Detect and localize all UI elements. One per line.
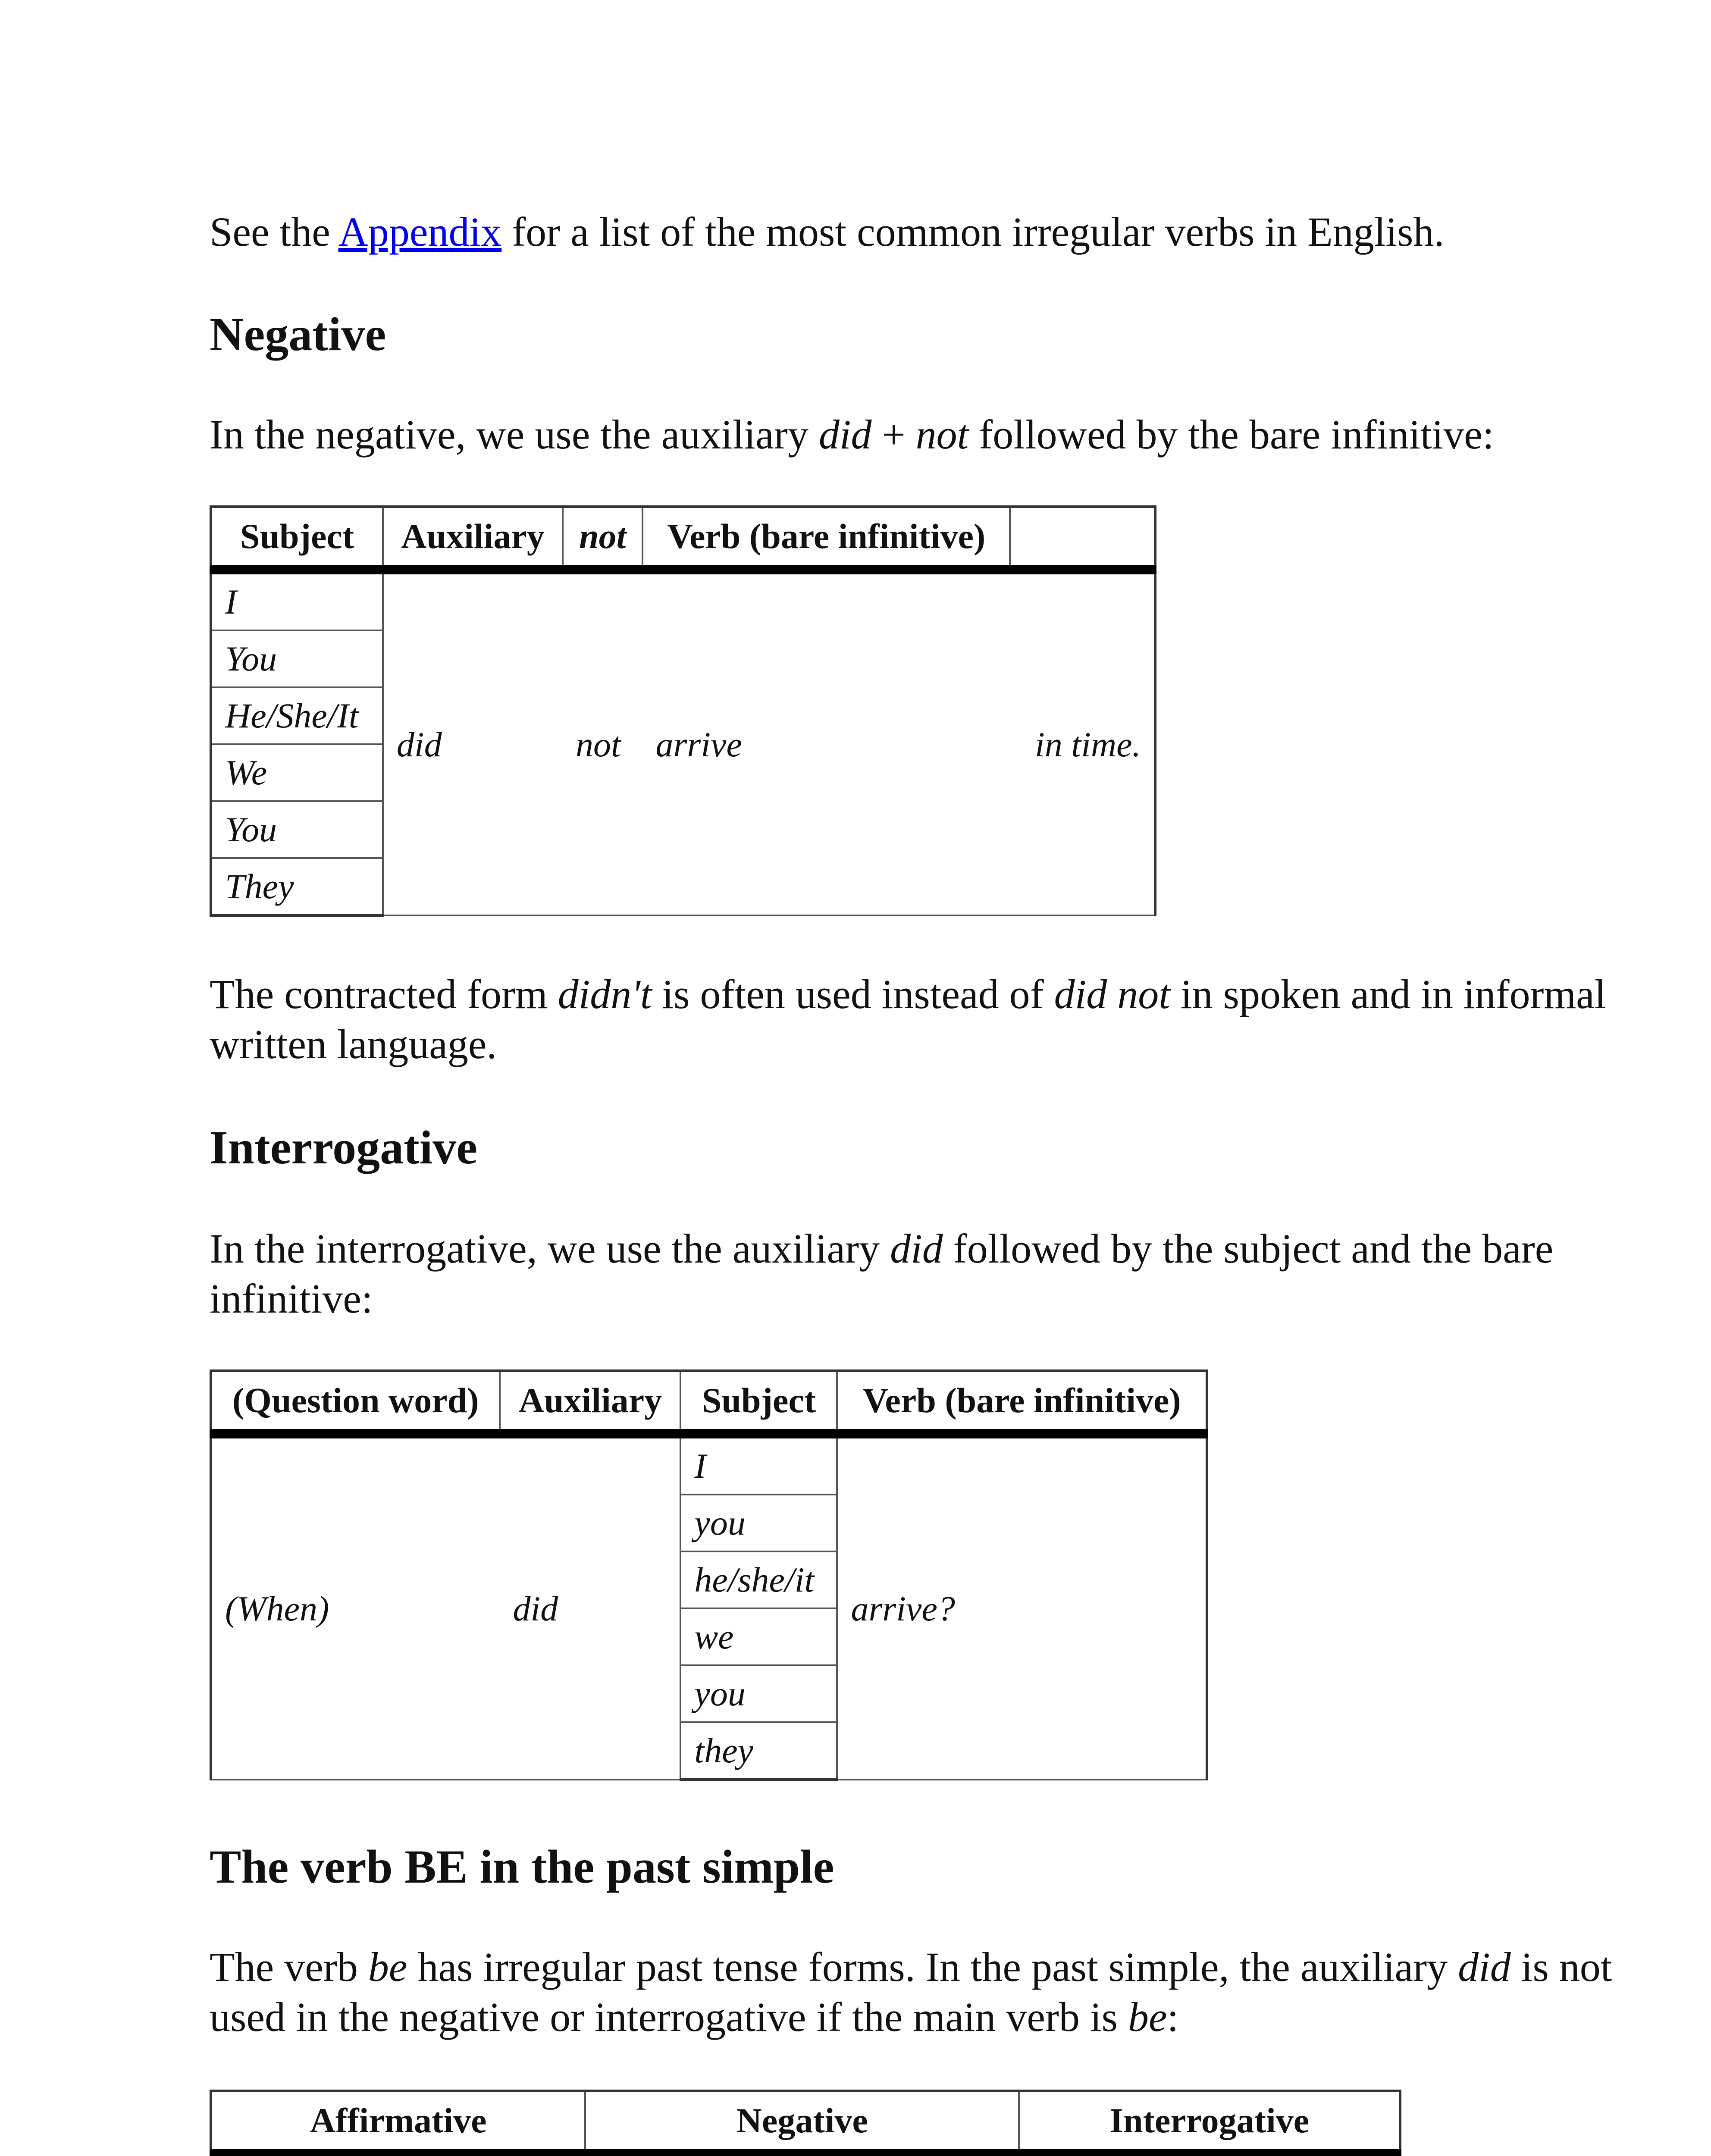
be-text-2: has irregular past tense forms. In the past simple, the auxiliary <box>407 1944 1458 1990</box>
be-paragraph <box>210 1942 1684 2042</box>
note-text-did-not: did not <box>1054 971 1170 1017</box>
intro-paragraph <box>210 207 1684 257</box>
affirmative-cell <box>211 2154 585 2156</box>
header-auxiliary: Auxiliary <box>383 507 563 570</box>
interrogative-text-2: followed by the subject and the bare infinitive: <box>210 1225 1554 1322</box>
rest-cell: in time. <box>1010 570 1155 915</box>
interrogative-text-did: did <box>890 1225 943 1272</box>
header-subject: Subject <box>680 1371 837 1434</box>
negative-cell <box>585 2154 1019 2156</box>
note-text-didnt: didn't <box>558 971 652 1017</box>
subject-cell: You <box>211 801 383 858</box>
contraction-paragraph <box>210 969 1684 1069</box>
intro-text-start: See the <box>210 209 338 255</box>
be-heading: The verb BE in the past simple <box>210 1840 834 1893</box>
be-text-be-2: be <box>1128 1994 1167 2040</box>
negative-paragraph <box>210 410 1684 460</box>
be-table <box>210 2090 1401 2156</box>
subject-cell: They <box>211 858 383 915</box>
negative-text-not: not <box>915 411 969 458</box>
header-verb: Verb (bare infinitive) <box>837 1371 1207 1434</box>
not-cell: not <box>563 570 642 915</box>
subject-cell: they <box>680 1722 837 1780</box>
be-text-be: be <box>368 1944 407 1990</box>
header-auxiliary: Auxiliary <box>500 1371 680 1434</box>
subject-cell: he/she/it <box>680 1551 837 1608</box>
interrogative-heading: Interrogative <box>210 1121 478 1174</box>
negative-text-did: did <box>818 411 872 458</box>
header-subject: Subject <box>211 507 383 570</box>
be-text-colon: : <box>1167 1994 1179 2040</box>
interrogative-cell <box>1019 2154 1400 2156</box>
header-affirmative: Affirmative <box>211 2091 585 2154</box>
negative-table <box>210 505 1156 917</box>
interrogative-table <box>210 1369 1208 1781</box>
header-verb: Verb (bare infinitive) <box>642 507 1010 570</box>
verb-cell: arrive <box>642 570 1010 915</box>
subject-cell: He/She/It <box>211 687 383 744</box>
note-text-3: in spoken and in informal written language. <box>210 971 1606 1067</box>
note-text-2: is often used instead of <box>652 971 1054 1017</box>
subject-cell: I <box>211 570 383 630</box>
interrogative-paragraph <box>210 1224 1684 1324</box>
negative-heading: Negative <box>210 308 386 360</box>
table-row <box>211 2154 1400 2156</box>
subject-cell: you <box>680 1665 837 1722</box>
interrogative-text-1: In the interrogative, we use the auxiliary <box>210 1225 890 1272</box>
header-question-word: (Question word) <box>211 1371 500 1434</box>
appendix-link[interactable]: Appendix <box>338 209 502 255</box>
verb-cell: arrive? <box>837 1434 1207 1780</box>
negative-text-plus: + <box>871 411 916 458</box>
negative-text-1: In the negative, we use the auxiliary <box>210 411 819 458</box>
question-word-cell: (When) <box>211 1434 500 1780</box>
subject-cell: We <box>211 744 383 801</box>
subject-cell: I <box>680 1434 837 1495</box>
subject-cell: we <box>680 1608 837 1665</box>
header-interrogative: Interrogative <box>1019 2091 1400 2154</box>
header-not: not <box>563 507 642 570</box>
header-negative: Negative <box>585 2091 1019 2154</box>
negative-text-2: followed by the bare infinitive: <box>968 411 1494 458</box>
header-empty <box>1010 507 1155 570</box>
auxiliary-cell: did <box>383 570 563 915</box>
auxiliary-cell: did <box>500 1434 680 1780</box>
subject-cell: you <box>680 1495 837 1551</box>
be-text-1: The verb <box>210 1944 368 1990</box>
be-text-did: did <box>1458 1944 1511 1990</box>
subject-cell: You <box>211 630 383 687</box>
intro-text-end: for a list of the most common irregular verbs in English. <box>501 209 1445 255</box>
be-text-3: is not used in the negative or interrogative if the main verb is <box>210 1944 1612 2040</box>
note-text-1: The contracted form <box>210 971 558 1017</box>
